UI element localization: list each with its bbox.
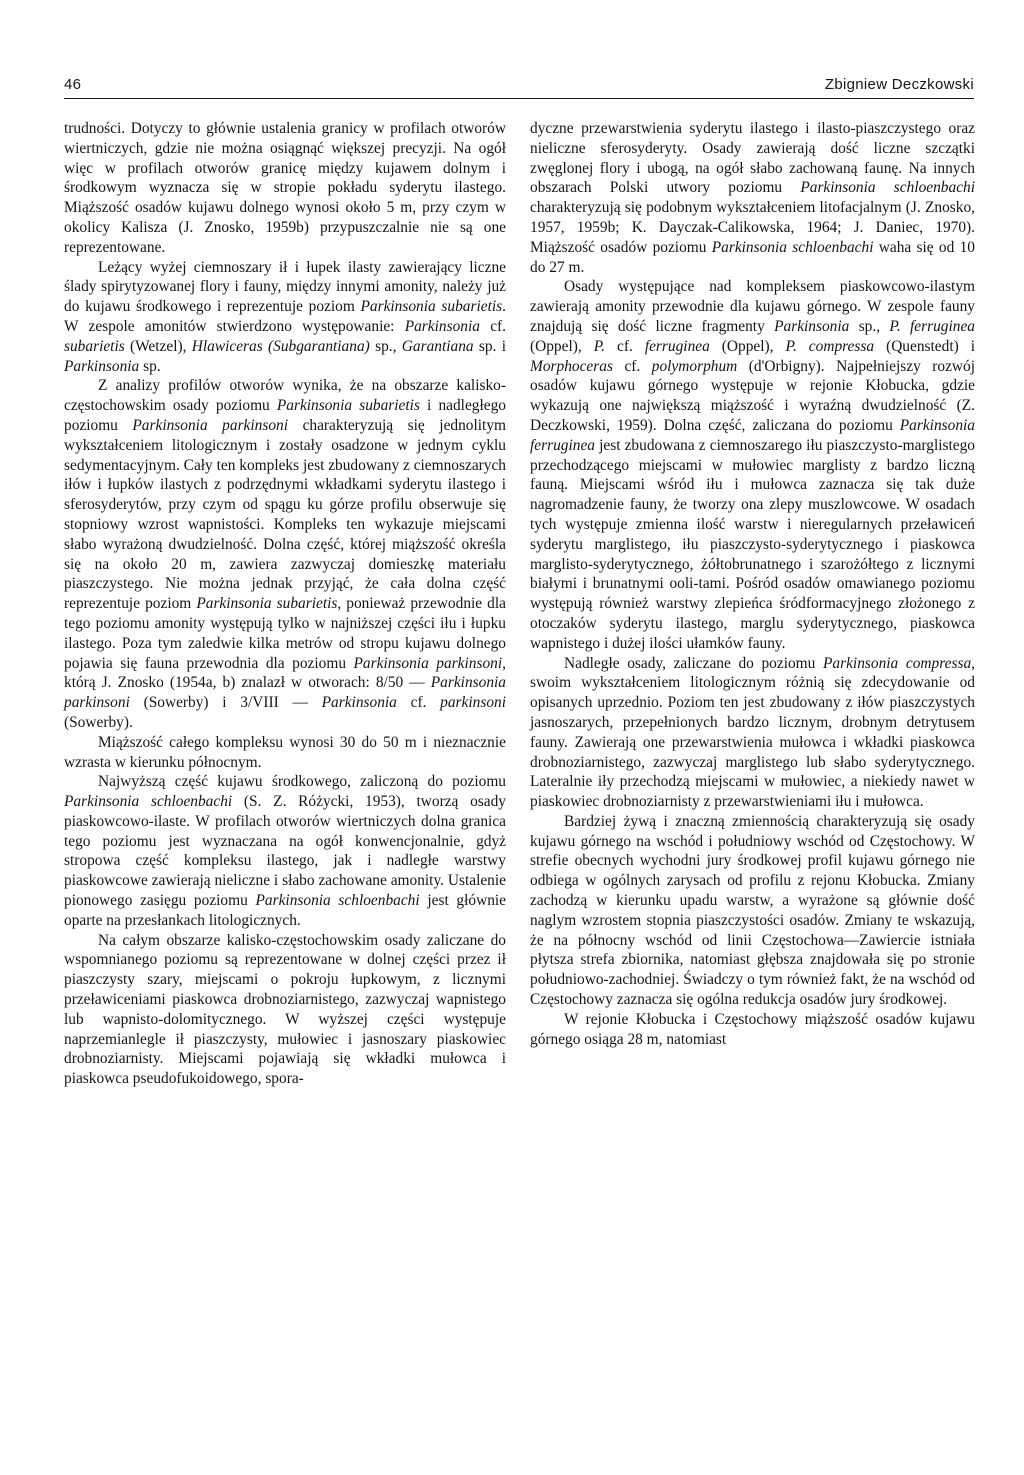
- author-name: Zbigniew Deczkowski: [824, 76, 974, 93]
- header-rule: [64, 98, 974, 99]
- italic-taxon-text: Parkinsonia ferruginea: [530, 416, 975, 454]
- italic-taxon-text: Parkinsonia schloenbachi: [800, 179, 976, 197]
- text-run: (Quenstedt) i: [874, 337, 976, 355]
- text-run: , ponieważ przewodnie dla tego poziomu amonity występują tylko w najniższej części iłu i łupku ilastego. Poza tym zaledwie kilka metrów od stropu kujawu dolnego pojawia się fauna przewodnia dla poziomu: [64, 595, 506, 672]
- text-run: . W zespole amonitów stwierdzono występowanie:: [64, 298, 506, 335]
- text-run: trudności. Dotyczy to głównie ustalenia granicy w profilach otworów wiertniczych, gdzie nie można osiągnąć większej precyzji. Na ogół więc w profilach otworów granicę między kujawem dolnym i środkowym wyznacza się w stropie pokładu syderytu ilastego. Miąższość osadów kujawu dolnego wynosi około 5 m, przy czym w okolicy Kalisza (J. Znosko, 1959b) przypuszczalnie nie są one reprezentowane.: [64, 120, 506, 256]
- text-run: cf.: [396, 694, 441, 712]
- text-run: Nadległe osady, zaliczane do poziomu: [564, 654, 823, 672]
- text-run: jest zbudowana z ciemnoszarego iłu piaszczysto-marglistego przechodzącego miejscami w mułowiec marglisty z bardzo liczną fauną. Miejscami wśród iłu i mułowca zaznacza się tak duże nagromadzenie fauny, że tworzy ona zlepy muszlowcowe. W osadach tych występuje zmienna ilość warstw i nieregularnych przeławiceń syderytu marglistego, iłu piaszczysto-syderytycznego i piaskowca marglisto-syderytycznego, żółtobrunatnego i szarożółtego z licznymi białymi i brunatnymi ooli-tami. Pośród osadów omawianego poziomu występują również warstwy zlepieńca śródformacyjnego złożonego z otoczaków syderytu ilastego, marglu syderytycznego, piaskowca wapnistego i dużej ilości ułamków fauny.: [530, 436, 975, 652]
- italic-taxon-text: subarietis: [64, 337, 125, 355]
- paragraph: [64, 376, 506, 732]
- italic-taxon-text: P.: [593, 337, 605, 355]
- italic-taxon-text: parkinsoni: [440, 694, 506, 712]
- text-run: Bardziej żywą i znaczną zmiennością charakteryzują się osady kujawu górnego na wschód i południowy wschód od Częstochowy. W strefie obecnych wychodni jury środkowej profil kujawu górnego nie odbiega w ogólnych zarysach od profilu z rejonu Kłobucka. Zmiany zachodzą w kierunku upadu warstw, a wyrażone są głównie dość naglym wzrostem stopnia piaszczystości osadów. Zmiany te wskazują, że na północny wschód od linii Częstochowa—Zawiercie istniała płytsza strefa zbiornika, natomiast głębsza znajdowała się po stronie południowo-zachodniej. Świadczy o tym również fakt, że na wschód od Częstochowy zaznacza się ogólna redukcja osadów jury środkowej.: [530, 812, 975, 1009]
- text-run: sp.: [139, 357, 161, 375]
- text-run: cf.: [612, 357, 652, 375]
- text-run: Najwyższą część kujawu środkowego, zaliczoną do poziomu: [98, 773, 506, 791]
- italic-taxon-text: Parkinsonia parkinsoni: [64, 674, 506, 712]
- text-run: (S. Z. Różycki, 1953), tworzą osady piaskowcowo-ilaste. W profilach otworów wiertniczych dolna granica tego poziomu jest wyznaczana na ogół konwencjonalnie, gdyż stropowa część kompleksu ilastego, jak i nadległe warstwy piaskowcowe zawierają nieliczne i słabo zachowane amonity. Ustalenie pionowego zasięgu poziomu: [64, 793, 507, 910]
- text-run: charakteryzują się jednolitym wykształceniem litologicznym i zostały osadzone w jednym cyklu sedymentacyjnym. Cały ten kompleks jest zbudowany z ciemnoszarych iłów i łupków ilastych z podrzędnymi wkładkami syderytu ilastego i sferosyderytów, przy czym od spągu ku górze profilu obserwuje się stopniowy wzrost wapnistości. Kompleks ten wykazuje miejscami słabo wyrażoną dwudzielność. Dolna część, której miąższość określa się na około 20 m, zawiera zazwyczaj domieszkę materiału piaszczystego. Nie można jednak przyjąć, że cała dolna część reprezentuje poziom: [64, 416, 506, 613]
- text-run: cf.: [604, 337, 645, 355]
- paragraph: [530, 277, 975, 653]
- text-run: sp.,: [849, 317, 890, 335]
- paragraph: [530, 119, 975, 277]
- text-run: Miąższość całego kompleksu wynosi 30 do 50 m i nieznacznie wzrasta w kierunku północnym.: [64, 733, 506, 771]
- text-run: (d'Orbigny). Najpełniejszy rozwój osadów kujawu górnego występuje w rejonie Kłobucka, gdzie wykazują one największą miąższość i wyraźną dwudzielność (Z. Deczkowski, 1959). Dolna część, zaliczana do poziomu: [530, 357, 976, 434]
- text-run: i nadległego poziomu: [64, 397, 506, 434]
- paragraph: [530, 1010, 975, 1050]
- italic-taxon-text: Garantiana: [401, 337, 474, 355]
- italic-taxon-text: P. compressa: [785, 337, 875, 355]
- italic-taxon-text: Parkinsonia parkinsoni: [353, 654, 503, 672]
- italic-taxon-text: Parkinsonia parkinsoni: [132, 416, 289, 434]
- text-run: , którą J. Znosko (1954a, b) znalazł w otworach: 8/50 —: [64, 654, 506, 692]
- paragraph: [530, 812, 975, 1010]
- text-run: (Sowerby) i 3/VIII —: [129, 694, 322, 712]
- paragraph: [64, 258, 506, 377]
- italic-taxon-text: Parkinsonia compressa: [823, 654, 972, 672]
- text-run: Z analizy profilów otworów wynika, że na obszarze kalisko-częstochowskim osady poziomu: [64, 377, 506, 415]
- italic-taxon-text: Parkinsonia: [321, 694, 397, 712]
- italic-taxon-text: ferruginea: [644, 337, 710, 355]
- text-run: (Sowerby).: [64, 713, 133, 731]
- text-run: (Oppel),: [530, 337, 594, 355]
- italic-taxon-text: Parkinsonia: [774, 317, 850, 335]
- text-run: W rejonie Kłobucka i Częstochowy miąższość osadów kujawu górnego osiąga 28 m, natomiast: [530, 1010, 975, 1048]
- text-run: , swoim wykształceniem litologicznym różnią się zdecydowanie od opisanych uprzednio. Poziom ten jest zbudowany z iłów piaszczystych jasnoszarych, przepełnionych bardzo licznym, drobnym detrytusem fauny. Zawierają one przewarstwienia mułowca i wkładki piaskowca drobnoziarnistego, zazwyczaj marglistego lub słabo syderytycznego. Lateralnie iły przechodzą miejscami w mułowiec, a niekiedy nawet w piaskowiec drobnoziarnisty z przewarstwieniami iłu i mułowca.: [530, 654, 975, 811]
- text-run: waha się od 10 do 27 m.: [530, 238, 976, 276]
- text-run: dyczne przewarstwienia syderytu ilastego i ilasto-piaszczystego oraz nieliczne sferosyderyty. Osady zawierają dość liczne szczątki zwęglonej flory i ubogą, na ogół słabo zachowaną faunę. Na innych obszarach Polski utwory poziomu: [530, 120, 975, 197]
- text-run: (Oppel),: [709, 337, 786, 355]
- italic-taxon-text: polymorphum: [651, 357, 738, 375]
- text-run: jest głównie oparte na przesłankach litologicznych.: [64, 892, 507, 929]
- italic-taxon-text: Parkinsonia schloenbachi: [711, 238, 874, 256]
- text-run: Osady występujące nad kompleksem piaskowcowo-ilastym zawierają amonity przewodnie dla kujawu górnego. W zespole fauny znajdują się dość liczne fragmenty: [530, 278, 975, 335]
- paragraph: [530, 654, 975, 812]
- italic-taxon-text: Parkinsonia schloenbachi: [64, 793, 233, 811]
- paragraph: [64, 119, 506, 258]
- page-number: 46: [64, 76, 82, 93]
- italic-taxon-text: Hlawiceras (Subgarantiana): [191, 337, 370, 355]
- text-run: sp.,: [369, 337, 402, 355]
- italic-taxon-text: Parkinsonia subarietis: [360, 298, 503, 316]
- text-run: Leżący wyżej ciemnoszary ił i łupek ilasty zawierający liczne ślady spirytyzowanej flory i fauny, między innymi amonity, należy już do kujawu środkowego i reprezentuje poziom: [64, 258, 506, 316]
- left-column: [64, 119, 506, 1089]
- italic-taxon-text: Morphoceras: [530, 357, 613, 375]
- text-run: (Wetzel),: [124, 337, 192, 355]
- paragraph: [64, 931, 506, 1089]
- italic-taxon-text: Parkinsonia: [404, 317, 480, 335]
- text-run: Na całym obszarze kalisko-częstochowskim osady zaliczane do wspomnianego poziomu są reprezentowane w dolnej części przez ił piaszczysty szary, miejscami o pokroju łupkowym, z licznymi przeławiceniami piaskowca drobnoziarnistego, zazwyczaj wapnistego lub wapnisto-dolomitycznego. W wyższej części występuje naprzemianlegle ił piaszczysty, mułowiec i jasnoszary piaskowiec drobnoziarnisty. Miejscami pojawiają się wkładki mułowca i piaskowca pseudofukoidowego, spora-: [64, 931, 506, 1088]
- right-column: [530, 119, 975, 1049]
- italic-taxon-text: Parkinsonia schloenbachi: [255, 892, 420, 910]
- italic-taxon-text: Parkinsonia: [64, 357, 140, 375]
- italic-taxon-text: Parkinsonia subarietis: [196, 595, 338, 613]
- paragraph: [64, 733, 506, 773]
- running-header: [64, 76, 974, 100]
- italic-taxon-text: P. ferruginea: [889, 317, 975, 335]
- text-run: sp. i: [473, 337, 506, 355]
- text-run: cf.: [479, 317, 506, 335]
- italic-taxon-text: Parkinsonia subarietis: [276, 397, 420, 415]
- paragraph: [64, 772, 506, 930]
- text-run: charakteryzują się podobnym wykształceniem litofacjalnym (J. Znosko, 1957, 1959b; K. Dayczak-Calikowska, 1964; J. Daniec, 1970). Miąższość osadów poziomu: [530, 199, 975, 256]
